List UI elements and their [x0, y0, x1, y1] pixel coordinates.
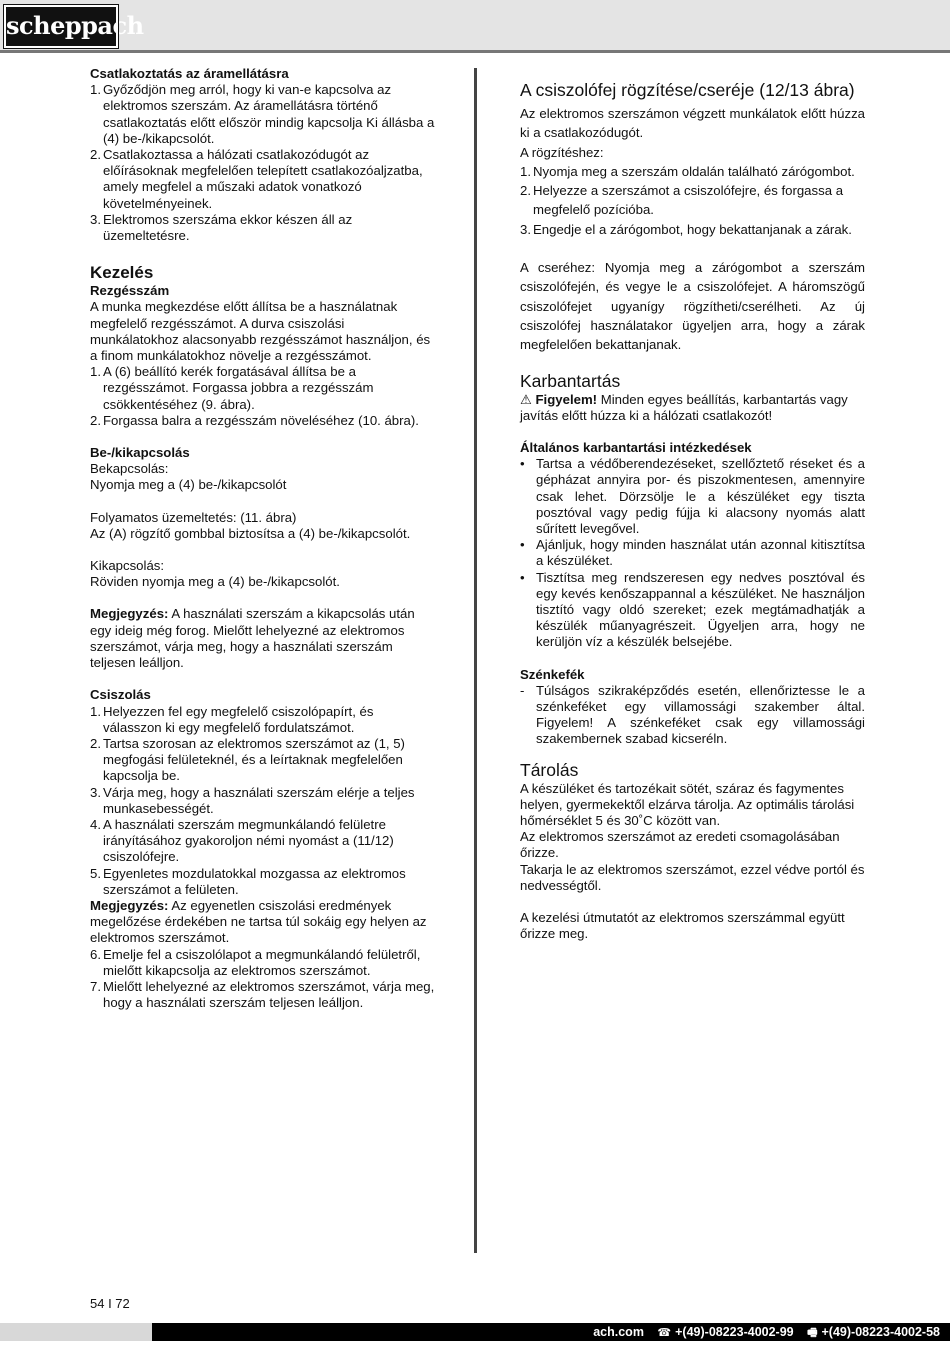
header-rule [0, 50, 950, 53]
label: Kikapcsolás: [90, 558, 165, 574]
page-header [0, 0, 950, 50]
section-title: Karbantartás [520, 370, 621, 391]
item-text: Csatlakoztassa a hálózati csatlakozódugót az előírásoknak megfelelően telepített csatlakozóaljzatba, amely megfelel a műszaki adatok vonatkozó követelményeinek. [103, 147, 423, 211]
right-column [520, 80, 865, 942]
item-number: 3. [520, 221, 531, 237]
subsection-heading: Általános karbantartási intézkedések [520, 439, 752, 455]
phone-icon: ☎ [657, 1327, 672, 1339]
list-item [90, 212, 435, 244]
paragraph: Az elektromos szerszámot az eredeti csomagolásában őrizze. [520, 829, 840, 861]
section-heading: Csatlakoztatás az áramellátásra [90, 66, 289, 81]
list-item [90, 817, 435, 866]
list-item [90, 704, 435, 736]
list-item [90, 413, 435, 429]
list-item [520, 181, 865, 220]
fax-number: +(49)-08223-4002-58 [821, 1325, 940, 1339]
paragraph: A készüléket és tartozékait sötét, száraz és fagymentes helyen, gyermekektől elzárva tárolja. Az optimális tárolási hőmérséklet 5 és 30˚C között van. [520, 780, 855, 829]
paragraph: A kezelési útmutatót az elektromos szerszámmal együtt őrizze meg. [520, 910, 845, 942]
list-item [520, 162, 865, 181]
item-text: Nyomja meg a szerszám oldalán található zárógombot. [533, 163, 855, 179]
bullet-item: • Tisztítsa meg rendszeresen egy nedves posztóval és egy kevés kenőszappannal a készüléket. Ne használjon tisztító vagy oldó szereket; ezek megtámadhatják a készülék műanyagrészeit. Ügyeljen arra, hogy ne kerüljön víz a készülék belsejébe. [520, 569, 865, 650]
paragraph: Takarja le az elektromos szerszámot, ezzel védve portól és nedvességtől. [520, 861, 865, 893]
note-label: Megjegyzés: [90, 897, 169, 913]
item-number: 7. [90, 978, 101, 994]
paragraph: A cseréhez: Nyomja meg a zárógombot a szerszám csiszolófején, és vegye le a csiszolófejet. A háromszögű csiszolófejet ugyanígy rögzítheti/cserélheti. Az új csiszolófej használatakor ügyeljen arra, hogy a zárak megfelelően bekattanjanak. [520, 260, 865, 353]
item-number: 5. [90, 865, 101, 881]
page-number: 54 I 72 [90, 1296, 130, 1311]
list-item [90, 364, 435, 413]
footer-accent [0, 1323, 152, 1341]
dash-mark: - [520, 682, 525, 698]
warning-icon: ⚠ [520, 391, 532, 407]
list-item [90, 979, 435, 1011]
note [90, 898, 435, 947]
list-item [90, 736, 435, 785]
item-number: 1. [90, 703, 101, 719]
item-number: 6. [90, 946, 101, 962]
warning-label: Figyelem! [535, 391, 598, 407]
subsection-heading: Rezgésszám [90, 283, 170, 299]
warning-text: Minden egyes beállítás, karbantartás vagy javítás előtt húzza ki a hálózati csatlakozót! [520, 391, 848, 423]
label: Folyamatos üzemeltetés: (11. ábra) [90, 509, 297, 525]
item-text: Elektromos szerszáma ekkor készen áll az üzemeltetésre. [103, 211, 353, 244]
list-item [520, 220, 865, 239]
list-item [90, 866, 435, 898]
bullet-item: • Ajánljuk, hogy minden használat után azonnal kitisztítsa a készüléket. [520, 537, 865, 569]
list-item [90, 82, 435, 147]
item-text: Várja meg, hogy a használati szerszám elérje a teljes munkasebességét. [103, 784, 415, 816]
dash-item [520, 683, 865, 748]
paragraph: Nyomja meg a (4) be-/kikapcsolót [90, 477, 287, 493]
warning-note [520, 392, 865, 424]
item-number: 2. [90, 147, 101, 163]
paragraph: Az elektromos szerszámon végzett munkálatok előtt húzza ki a csatlakozódugót. [520, 106, 865, 141]
bullet-text: Tisztítsa meg rendszeresen egy nedves posztóval és egy kevés kenőszappannal a készüléket. Ne használjon tisztító vagy oldó szereket; ezek megtámadhatják a készülék műanyagrészeit. Ügyeljen arra, hogy ne kerüljön víz a készülék belsejébe. [536, 569, 865, 650]
item-text: Emelje fel a csiszolólapot a megmunkálandó felületről, mielőtt kikapcsolja az elektromos szerszámot. [103, 946, 421, 978]
item-text: Győződjön meg arról, hogy ki van-e kapcsolva az elektromos szerszám. Az áramellátásra történő csatlakoztatás előtt először mindig kapcsolja Ki állásba a (4) be-/kikapcsolót. [103, 82, 435, 146]
section-title: Tárolás [520, 759, 579, 780]
subsection-heading: Be-/kikapcsolás [90, 445, 190, 461]
dash-text: Túlságos szikraképződés esetén, ellenőriztesse le a szénkeféket egy villamossági szakember által. Figyelem! A szénkeféket csak egy villamossági szakembernek szabad kicseréln. [536, 682, 865, 747]
label: A rögzítéshez: [520, 144, 604, 160]
item-number: 1. [90, 364, 101, 380]
website-text: ach.com [593, 1325, 644, 1339]
section-title: Kezelés [90, 263, 154, 283]
item-text: Engedje el a zárógombot, hogy bekattanjanak a zárak. [533, 221, 852, 237]
numbered-list [90, 82, 435, 244]
phone-number: +(49)-08223-4002-99 [675, 1325, 794, 1339]
item-text: A használati szerszám megmunkálandó felületre irányításához gyakoroljon némi nyomást a (11/12) csiszolófejre. [103, 816, 394, 865]
section-title: A csiszolófej rögzítése/cseréje (12/13 ábra) [520, 80, 855, 100]
list-item [90, 785, 435, 817]
item-number: 3. [90, 211, 101, 227]
paragraph: Röviden nyomja meg a (4) be-/kikapcsolót. [90, 574, 340, 590]
item-number: 1. [90, 82, 101, 98]
bullet-text: Ajánljuk, hogy minden használat után azonnal kitisztítsa a készüléket. [536, 537, 865, 569]
item-text: Forgassa balra a rezgésszám növeléséhez (10. ábra). [103, 412, 419, 428]
list-item [90, 147, 435, 212]
paragraph: A munka megkezdése előtt állítsa be a használatnak megfelelő rezgésszámot. A durva csiszolási munkálatokhoz alacsonyabb rezgésszámot használjon, és a finom munkálatokhoz növelje a rezgésszámot. [90, 299, 431, 364]
item-text: Mielőtt lehelyezné az elektromos szerszámot, várja meg, hogy a használati szerszám teljesen leálljon. [103, 978, 435, 1011]
paragraph: Az (A) rögzítő gombbal biztosítsa a (4) be-/kikapcsolót. [90, 525, 411, 541]
item-number: 2. [520, 183, 531, 199]
item-number: 3. [90, 784, 101, 800]
fax-icon: 🖷 [807, 1327, 818, 1339]
contact-info [430, 1323, 940, 1342]
label: Bekapcsolás: [90, 461, 169, 477]
item-number: 2. [90, 735, 101, 751]
bullet-item: • Tartsa a védőberendezéseket, szellőztető réseket és a gépházat annyira por- és piszokmentesen, amennyire csak lehet. Dörzsölje le a készüléket egy tiszta posztóval vagy pedig fújja ki alacsony nyomás alatt sűrített levegővel. [520, 456, 865, 536]
item-text: Helyezzen fel egy megfelelő csiszolópapírt, és válasszon ki egy megfelelő fordulatszámot. [103, 703, 374, 735]
item-text: A (6) beállító kerék forgatásával állítsa be a rezgésszámot. Forgassa jobbra a rezgésszám csökkentéséhez (9. ábra). [103, 364, 374, 412]
note [90, 606, 435, 671]
item-text: Tartsa szorosan az elektromos szerszámot az (1, 5) megfogási felületeknél, és a leírtaknak megfelelően kapcsolja be. [103, 735, 405, 784]
item-number: 2. [90, 412, 101, 428]
item-text: Egyenletes mozdulatokkal mozgassa az elektromos szerszámot a felületen. [103, 865, 406, 897]
subsection-heading: Csiszolás [90, 687, 151, 703]
bullet-text: Tartsa a védőberendezéseket, szellőztető réseket és a gépházat annyira por- és piszokmentesen, amennyire csak lehet. Dörzsölje le a készüléket egy tiszta posztóval vagy pedig fújja ki alacsony nyomás alatt sűrített levegővel. [536, 456, 865, 536]
item-number: 1. [520, 163, 531, 179]
note-text: Az egyenetlen csiszolási eredmények megelőzése érdekében ne tartsa túl sokáig egy helyen az elektromos szerszámot. [90, 897, 427, 946]
left-column [90, 66, 435, 1011]
list-item [90, 947, 435, 979]
scheppach-logo: scheppach [4, 5, 118, 48]
item-text: Helyezze a szerszámot a csiszolófejre, és forgassa a megfelelő pozícióba. [533, 183, 844, 218]
item-number: 4. [90, 816, 101, 832]
note-text: A használati szerszám a kikapcsolás után egy ideig még forog. Mielőtt lehelyezné az elektromos szerszámot, várja meg, hogy a használati szerszám teljesen leálljon. [90, 606, 415, 671]
note-label: Megjegyzés: [90, 606, 169, 622]
subsection-heading: Szénkefék [520, 666, 585, 682]
column-divider [474, 68, 477, 1253]
